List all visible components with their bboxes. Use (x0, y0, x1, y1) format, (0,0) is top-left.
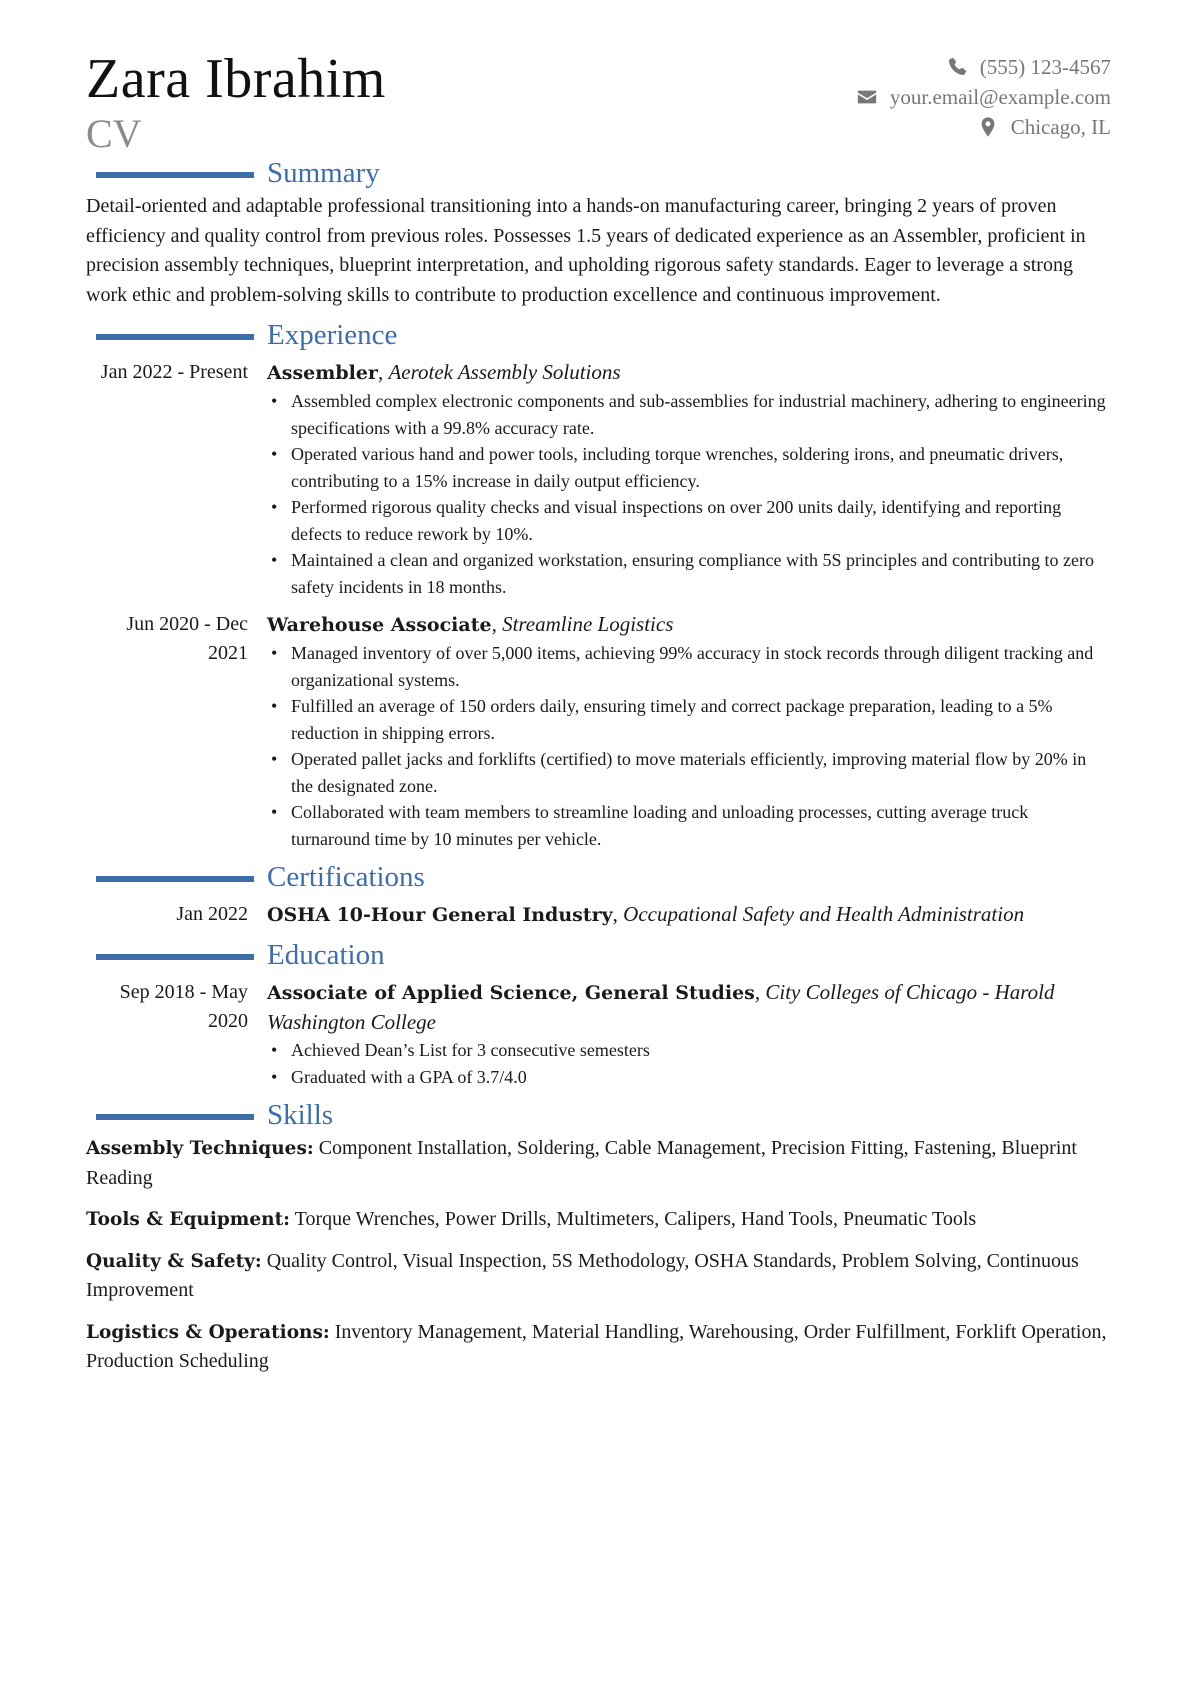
certification-entry (86, 900, 1111, 936)
skill-category: Logistics & Operations: (86, 1321, 330, 1343)
entry-date: Jun 2020 - Dec 2021 (126, 613, 248, 664)
skill-row (86, 1247, 1111, 1306)
skill-category: Tools & Equipment: (86, 1209, 290, 1230)
skill-row (86, 1134, 1111, 1193)
section-title: Experience (267, 319, 398, 351)
issuer-name: Occupational Safety and Health Administration (623, 902, 1025, 926)
job-title: Warehouse Associate (267, 614, 492, 636)
section-accent-bar (96, 954, 254, 960)
list-item: • Operated various hand and power tools, including torque wrenches, soldering irons, and pneumatic drivers, contributing to a 15% increase in daily output efficiency. (267, 441, 1111, 494)
skill-list: Quality Control, Visual Inspection, 5S Methodology, OSHA Standards, Problem Solving, Continuous Improvement (86, 1249, 1079, 1301)
location-text: Chicago, IL (1010, 115, 1111, 139)
skill-row (86, 1318, 1111, 1377)
resume-header (86, 46, 1111, 154)
section-title: Summary (267, 157, 380, 189)
list-item: • Collaborated with team members to streamline loading and unloading processes, cutting average truck turnaround time by 10 minutes per vehicle. (267, 799, 1111, 852)
skill-list: Component Installation, Soldering, Cable Management, Precision Fitting, Fastening, Blueprint Reading (86, 1137, 1077, 1189)
entry-bullets (267, 1037, 1111, 1090)
entry-bullets (267, 388, 1111, 600)
email-address: your.email@example.com (889, 85, 1111, 109)
contact-email (856, 82, 1111, 112)
employer-name: Aerotek Assembly Solutions (388, 360, 621, 384)
section-accent-bar (96, 1114, 254, 1120)
school-name: City Colleges of Chicago - Harold Washington College (267, 980, 1055, 1034)
section-skills-heading (86, 1098, 1111, 1134)
document-subtitle: CV (86, 111, 142, 156)
education-entry (86, 978, 1111, 1096)
experience-entry (86, 358, 1111, 606)
certification-title: OSHA 10-Hour General Industry (267, 904, 613, 926)
phone-icon (946, 56, 968, 78)
contact-info (856, 52, 1111, 142)
skill-list: Torque Wrenches, Power Drills, Multimeters, Calipers, Hand Tools, Pneumatic Tools (294, 1208, 977, 1230)
section-certifications-heading (86, 860, 1111, 896)
entry-title: Warehouse Associate, Streamline Logistics (267, 612, 674, 636)
entry-title: OSHA 10-Hour General Industry, Occupational Safety and Health Administration (267, 902, 1025, 926)
resume-page (86, 46, 1111, 1389)
envelope-icon (856, 86, 878, 108)
section-title: Education (267, 939, 385, 971)
list-item: • Managed inventory of over 5,000 items, achieving 99% accuracy in stock records through diligent tracking and organizational systems. (267, 640, 1111, 693)
entry-bullets (267, 640, 1111, 852)
skill-category: Assembly Techniques: (86, 1138, 314, 1159)
entry-title: Associate of Applied Science, General Studies, City Colleges of Chicago - Harold Washington College (267, 980, 1055, 1034)
list-item: • Graduated with a GPA of 3.7/4.0 (267, 1064, 1111, 1091)
degree-title: Associate of Applied Science, General Studies (267, 982, 755, 1004)
section-accent-bar (96, 334, 254, 340)
map-pin-icon (977, 116, 999, 138)
list-item: • Assembled complex electronic components and sub-assemblies for industrial machinery, adhering to engineering specifications with a 99.8% accuracy rate. (267, 388, 1111, 441)
skill-list: Inventory Management, Material Handling, Warehousing, Order Fulfillment, Forklift Operation, Production Scheduling (86, 1320, 1107, 1372)
job-title: Assembler (267, 362, 378, 384)
skill-row (86, 1205, 1111, 1235)
section-summary-heading (86, 156, 1111, 192)
section-education-heading (86, 938, 1111, 974)
section-experience-heading (86, 318, 1111, 354)
skill-category: Quality & Safety: (86, 1250, 262, 1272)
list-item: • Achieved Dean’s List for 3 consecutive semesters (267, 1037, 1111, 1064)
employer-name: Streamline Logistics (502, 612, 674, 636)
contact-location (856, 112, 1111, 142)
section-accent-bar (96, 876, 254, 882)
section-title: Certifications (267, 861, 425, 893)
experience-entry (86, 610, 1111, 858)
summary-text: Detail-oriented and adaptable professional transitioning into a hands-on manufacturing career, bringing 2 years of proven efficiency and quality control from previous roles. Possesses 1.5 years of dedicated experience as an Assembler, proficient in precision assembly techniques, blueprint interpretation, and upholding rigorous safety standards. Eager to leverage a strong work ethic and problem-solving skills to contribute to production excellence and continuous improvement. (86, 195, 1086, 306)
phone-number: (555) 123-4567 (979, 55, 1111, 79)
list-item: • Fulfilled an average of 150 orders daily, ensuring timely and correct package preparation, leading to a 5% reduction in shipping errors. (267, 693, 1111, 746)
section-title: Skills (267, 1099, 334, 1131)
list-item: • Maintained a clean and organized workstation, ensuring compliance with 5S principles and contributing to zero safety incidents in 18 months. (267, 547, 1111, 600)
section-accent-bar (96, 172, 254, 178)
entry-title: Assembler, Aerotek Assembly Solutions (267, 360, 621, 384)
list-item: • Operated pallet jacks and forklifts (certified) to move materials efficiently, improving material flow by 20% in the designated zone. (267, 746, 1111, 799)
entry-date: Jan 2022 - Present (100, 361, 248, 383)
entry-date: Jan 2022 (176, 903, 248, 925)
entry-date: Sep 2018 - May 2020 (119, 981, 248, 1032)
contact-phone (856, 52, 1111, 82)
person-name: Zara Ibrahim (86, 48, 386, 110)
list-item: • Performed rigorous quality checks and visual inspections on over 200 units daily, identifying and reporting defects to reduce rework by 10%. (267, 494, 1111, 547)
